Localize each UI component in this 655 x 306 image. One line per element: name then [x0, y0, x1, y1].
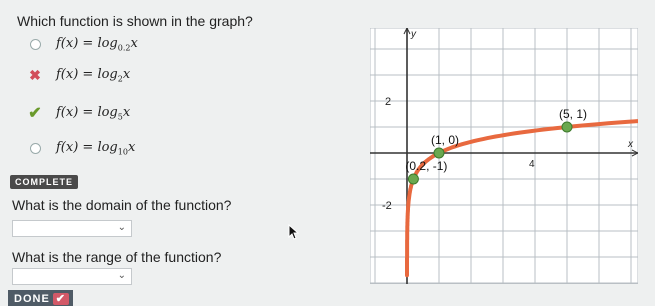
point-label: (0.2, -1) [405, 159, 448, 173]
option-log-2[interactable] [24, 65, 130, 85]
range-dropdown[interactable] [12, 268, 132, 285]
mouse-cursor-icon [288, 224, 300, 240]
radio-icon[interactable] [24, 140, 46, 156]
option-label: $f(x) = \log_5x$ [56, 104, 131, 122]
graph-background [370, 28, 638, 284]
check-icon: ✔ [53, 293, 69, 305]
point-label: (1, 0) [431, 133, 460, 147]
option-label: $f(x) = \log_{10}x$ [56, 139, 136, 157]
radio-icon[interactable] [24, 36, 46, 52]
question-text: Which function is shown in the graph? [17, 13, 253, 29]
chevron-down-icon: ⌄ [117, 222, 126, 233]
complete-badge: COMPLETE [10, 175, 78, 189]
tick-label-y: 2 [385, 96, 392, 108]
log-function-graph [370, 28, 638, 284]
option-log-0-2[interactable] [24, 34, 138, 54]
option-label: $f(x) = \log_{0.2}x$ [56, 35, 138, 53]
tick-label-x: 4 [529, 159, 535, 170]
domain-question: What is the domain of the function? [12, 197, 232, 213]
option-log-5[interactable] [24, 103, 130, 123]
correct-check-icon: ✔ [28, 105, 42, 122]
x-axis-label: x [628, 139, 633, 150]
range-question: What is the range of the function? [12, 249, 222, 265]
chevron-down-icon: ⌄ [117, 270, 126, 281]
point-label: (5, 1) [559, 107, 588, 121]
y-axis-label: y [411, 29, 416, 40]
point-marker [562, 122, 572, 132]
domain-dropdown[interactable] [12, 220, 132, 237]
incorrect-x-icon: ✖ [29, 66, 41, 83]
point-marker [408, 174, 418, 184]
done-label: DONE [14, 293, 50, 305]
option-label: $f(x) = \log_2x$ [56, 66, 131, 84]
point-marker [434, 148, 444, 158]
tick-label-y: -2 [382, 200, 392, 212]
option-log-10[interactable] [24, 138, 135, 158]
